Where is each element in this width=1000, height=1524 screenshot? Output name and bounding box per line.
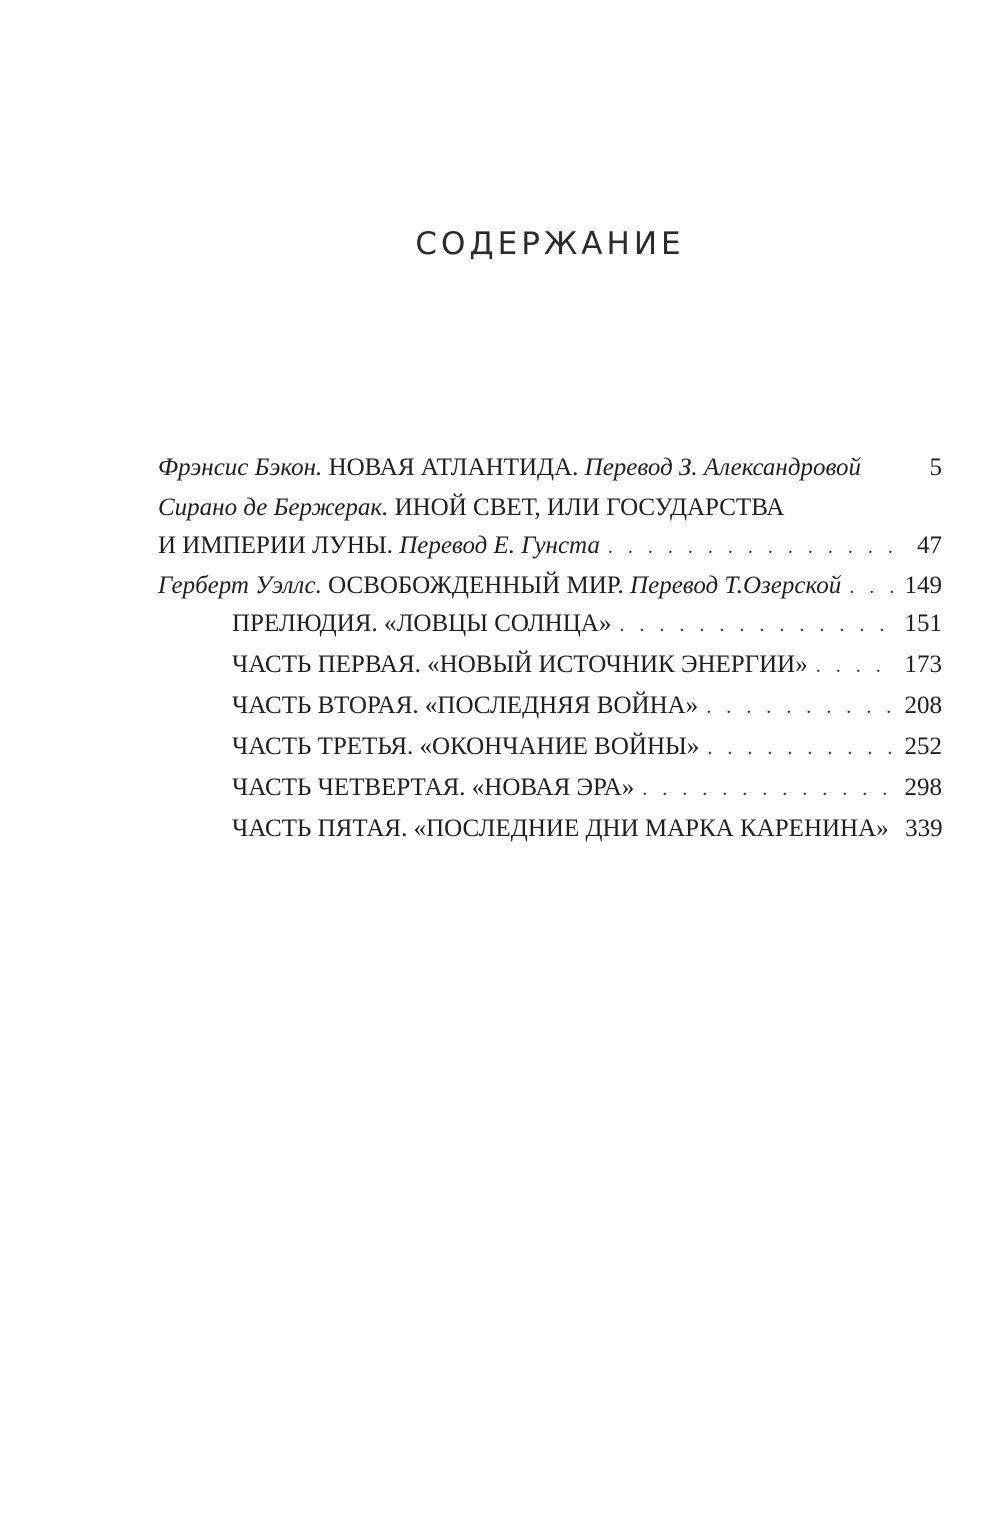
dot-leader xyxy=(849,567,896,607)
page-number: 5 xyxy=(929,454,942,481)
toc-subentry xyxy=(158,645,942,686)
subentry-label: ЧАСТЬ ПЕРВАЯ. «НОВЫЙ ИСТОЧНИК ЭНЕРГИИ» xyxy=(232,651,808,678)
work-title: ИНОЙ СВЕТ, ИЛИ ГОСУДАРСТВА xyxy=(388,494,785,521)
dot-leader xyxy=(642,769,896,809)
toc-subentry xyxy=(158,809,942,850)
toc-entry-wells xyxy=(158,566,942,850)
work-title-continued: И ИМПЕРИИ ЛУНЫ. xyxy=(158,532,400,559)
dot-leader xyxy=(608,527,896,567)
toc-entry-cyrano xyxy=(158,488,942,564)
work-title: ОСВОБОЖДЕННЫЙ МИР. xyxy=(321,572,631,599)
page-number: 208 xyxy=(904,692,942,719)
dot-leader xyxy=(619,605,896,645)
table-of-contents xyxy=(158,448,942,852)
subentry-label: ЧАСТЬ ПЯТАЯ. «ПОСЛЕДНИЕ ДНИ МАРКА КАРЕНИНА» xyxy=(232,815,889,842)
toc-line xyxy=(158,526,942,564)
subentry-label: ПРЕЛЮДИЯ. «ЛОВЦЫ СОЛНЦА» xyxy=(232,610,612,637)
toc-subentry xyxy=(158,686,942,727)
page-number: 339 xyxy=(905,815,943,842)
toc-subentry xyxy=(158,768,942,809)
page-number: 252 xyxy=(904,733,942,760)
toc-line xyxy=(158,448,942,486)
dot-leader xyxy=(816,646,896,686)
subentry-label: ЧАСТЬ ВТОРАЯ. «ПОСЛЕДНЯЯ ВОЙНА» xyxy=(232,692,699,719)
page-number: 149 xyxy=(904,572,942,599)
page-title: СОДЕРЖАНИЕ xyxy=(415,226,685,262)
subentry-label: ЧАСТЬ ТРЕТЬЯ. «ОКОНЧАНИЕ ВОЙНЫ» xyxy=(232,733,700,760)
toc-line xyxy=(158,566,942,604)
translator-credit: Перевод З. Александровой xyxy=(584,454,862,481)
toc-subentry xyxy=(158,604,942,645)
page-number: 298 xyxy=(904,774,942,801)
translator-credit: Перевод Т.Озерской xyxy=(630,572,842,599)
dot-leader xyxy=(707,728,896,768)
page-number: 151 xyxy=(904,610,942,637)
page-number: 173 xyxy=(904,651,942,678)
author-name: Фрэнсис Бэкон. xyxy=(158,454,323,481)
translator-credit: Перевод Е. Гунста xyxy=(399,532,600,559)
dot-leader xyxy=(706,687,896,727)
subentry-label: ЧАСТЬ ЧЕТВЕРТАЯ. «НОВАЯ ЭРА» xyxy=(232,774,635,801)
page-number: 47 xyxy=(917,532,942,559)
author-name: Сирано де Бержерак. xyxy=(158,494,389,521)
toc-line xyxy=(158,488,942,526)
toc-entry-bacon xyxy=(158,448,942,486)
toc-subentry xyxy=(158,727,942,768)
work-title: НОВАЯ АТЛАНТИДА. xyxy=(322,454,585,481)
author-name: Герберт Уэллс. xyxy=(158,572,322,599)
